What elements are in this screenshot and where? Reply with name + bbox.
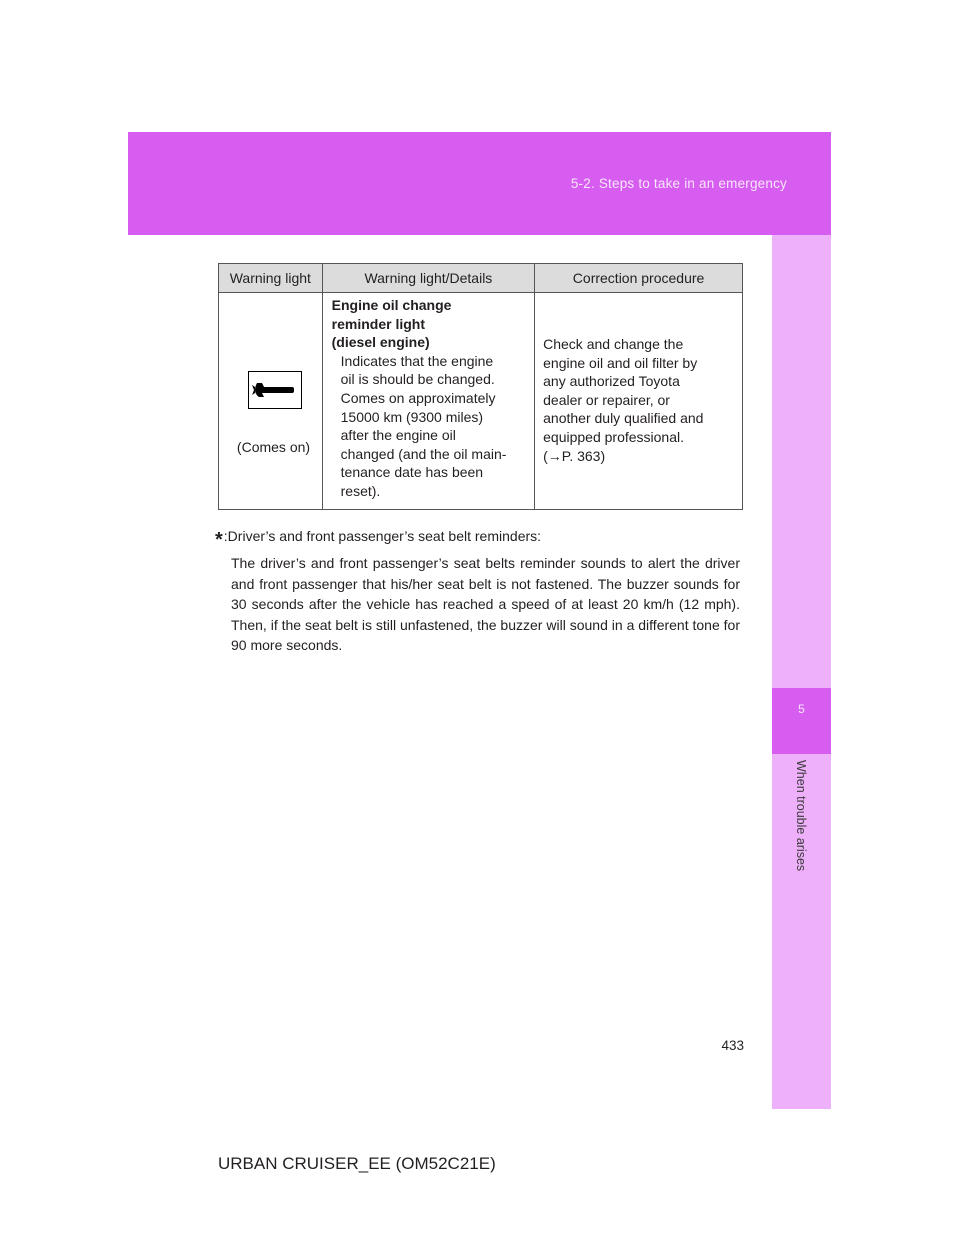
correction-cell	[535, 293, 743, 510]
footnote-body: The driver’s and front passenger’s seat belts reminder sounds to alert the driver and front passenger that his/her seat belt is not fastened. The buzzer sounds for 30 seconds after the vehicle has reached a speed of at least 20 km/h (12 mph). Then, if the seat belt is still unfastened, the buzzer will sound in a different tone for 90 more seconds.	[231, 555, 740, 653]
correction-line: equipped professional.	[543, 428, 685, 445]
chapter-title: When trouble arises	[793, 760, 808, 872]
detail-line: reset).	[340, 482, 381, 499]
icon-caption: (Comes on)	[236, 439, 311, 455]
chapter-number: 5	[798, 702, 805, 716]
column-header-warning-light: Warning light	[219, 264, 323, 293]
detail-line: tenance date has been	[340, 464, 484, 481]
correction-line: engine oil and oil filter by	[543, 354, 698, 371]
detail-line: after the engine oil	[340, 427, 456, 444]
footnote-heading	[215, 528, 541, 552]
correction-line: Check and change the	[543, 336, 684, 352]
page-reference-link[interactable]: (→P. 363)	[543, 447, 606, 464]
details-cell	[322, 293, 534, 510]
correction-line: any authorized Toyota	[543, 373, 680, 390]
section-title: 5-2. Steps to take in an emergency	[570, 176, 787, 191]
footnote-marker: *	[215, 529, 223, 551]
warning-light-table	[218, 263, 743, 510]
detail-line: 15000 km (9300 miles)	[340, 408, 484, 425]
light-name-line: (diesel engine)	[331, 334, 430, 351]
section-header-band	[128, 132, 831, 235]
wrench-icon	[248, 371, 302, 409]
page-number: 433	[721, 1038, 744, 1053]
table-header-row	[219, 264, 743, 293]
footnote-heading-text: :Driver’s and front passenger’s seat belt reminders:	[223, 528, 542, 544]
detail-line: Comes on approximately	[340, 389, 496, 406]
column-header-correction: Correction procedure	[535, 264, 743, 293]
warning-light-cell	[219, 293, 323, 510]
correction-line: dealer or repairer, or	[543, 391, 670, 408]
detail-line: changed (and the oil main-	[340, 445, 507, 462]
light-name-line: Engine oil change	[331, 297, 452, 313]
correction-line: another duly qualified and	[543, 410, 704, 427]
light-name-line: reminder light	[331, 315, 425, 332]
document-id: URBAN CRUISER_EE (OM52C21E)	[218, 1154, 496, 1173]
detail-line: oil is should be changed.	[340, 371, 495, 388]
detail-line: Indicates that the engine	[340, 352, 494, 369]
chapter-title-tab	[772, 760, 831, 895]
chapter-side-tab	[772, 235, 831, 1109]
chapter-number-box	[772, 688, 831, 754]
table-row	[219, 293, 743, 510]
column-header-details: Warning light/Details	[322, 264, 534, 293]
